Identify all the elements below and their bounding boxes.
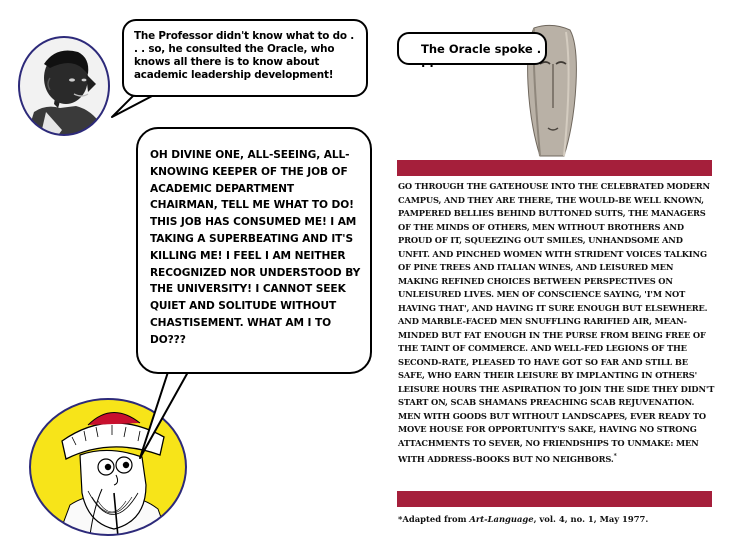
footnote bbox=[398, 514, 718, 524]
professor-portrait bbox=[16, 34, 112, 138]
footnote-suffix: , vol. 4, no. 1, May 1977. bbox=[533, 514, 649, 524]
professor-speech-bubble bbox=[122, 19, 368, 97]
oracle-intro-text: The Oracle spoke . . . bbox=[421, 42, 542, 70]
chairman-portrait bbox=[28, 397, 188, 537]
oracle-speech-bubble bbox=[397, 32, 547, 70]
accent-bar-top bbox=[397, 160, 712, 176]
chairman-speech-bubble bbox=[136, 127, 372, 374]
oracle-text bbox=[398, 180, 716, 466]
professor-intro-text: The Professor didn't know what to do . . . so, he consulted the Oracle, who knows all there is to know about academic leadership development! bbox=[134, 30, 354, 81]
accent-bar-bottom bbox=[397, 491, 712, 507]
footnote-prefix: *Adapted from bbox=[398, 514, 470, 524]
footnote-marker: * bbox=[613, 453, 617, 460]
chairman-plea-text: OH DIVINE ONE, ALL-SEEING, ALL-KNOWING KEEPER OF THE JOB OF ACADEMIC DEPARTMENT CHAIRMAN, TELL ME WHAT TO DO! THIS JOB HAS CONSUMED ME! I AM TAKING A SUPERBEATING AND IT'S KILLING ME! I FEEL I AM NEITHER RECOGNIZED NOR UNDERSTOOD BY THE UNIVERSITY! I CANNOT SEEK QUIET AND SOLITUDE WITHOUT CHASTISEMENT. WHAT AM I TO DO??? bbox=[150, 149, 361, 346]
footnote-source: Art-Language bbox=[469, 514, 534, 524]
oracle-body: GO THROUGH THE GATEHOUSE INTO THE CELEBRATED MODERN CAMPUS, AND THEY ARE THERE, THE WOULD-BE WELL KNOWN, PAMPERED BELLIES BEHIND BUTTONED SUITS, THE MANAGERS OF THE MINDS OF OTHERS, MEN WITHOUT BROTHERS AND PROUD OF IT, SQUEEZING OUT SMILES, UNHANDSOME AND UNFIT. AND PINCHED WOMEN WITH STRIDENT VOICES TALKING OF PINE TREES AND ITALIAN WINES, AND LEISURED MEN MAKING REFINED CHOICES BETWEEN PERSPECTIVES ON UNLEISURED LIVES. MEN OF CONSCIENCE SAYING, 'I'M NOT HAVING THAT', AND HAVING IT SURE ENOUGH BUT ELSEWHERE. AND MARBLE-FACED MEN SNUFFLING RARIFIED AIR, MEAN-MINDED BUT FAT ENOUGH IN THE PURSE FROM BEING FREE OF THE TAINT OF COMMERCE. AND WELL-FED LEGIONS OF THE SECOND-RATE, PLEASED TO HAVE GOT SO FAR AND STILL BE SAFE, WHO EARN THEIR LEISURE BY IMPLANTING IN OTHERS' LEISURE HOURS THE ASPIRATION TO JOIN THE SIDE THEY DIDN'T START ON, SCAB SHAMANS PREACHING SCAB REJUVENATION. MEN WITH GOODS BUT WITHOUT LANDSCAPES, EVER READY TO MOVE HOUSE FOR OPPORTUNITY'S SAKE, HAVING NO STRONG ATTACHMENTS TO SEVER, NO FRIENDSHIPS TO UNMAKE: MEN WITH ADDRESS-BOOKS BUT NO NEIGHBORS. bbox=[398, 181, 715, 464]
